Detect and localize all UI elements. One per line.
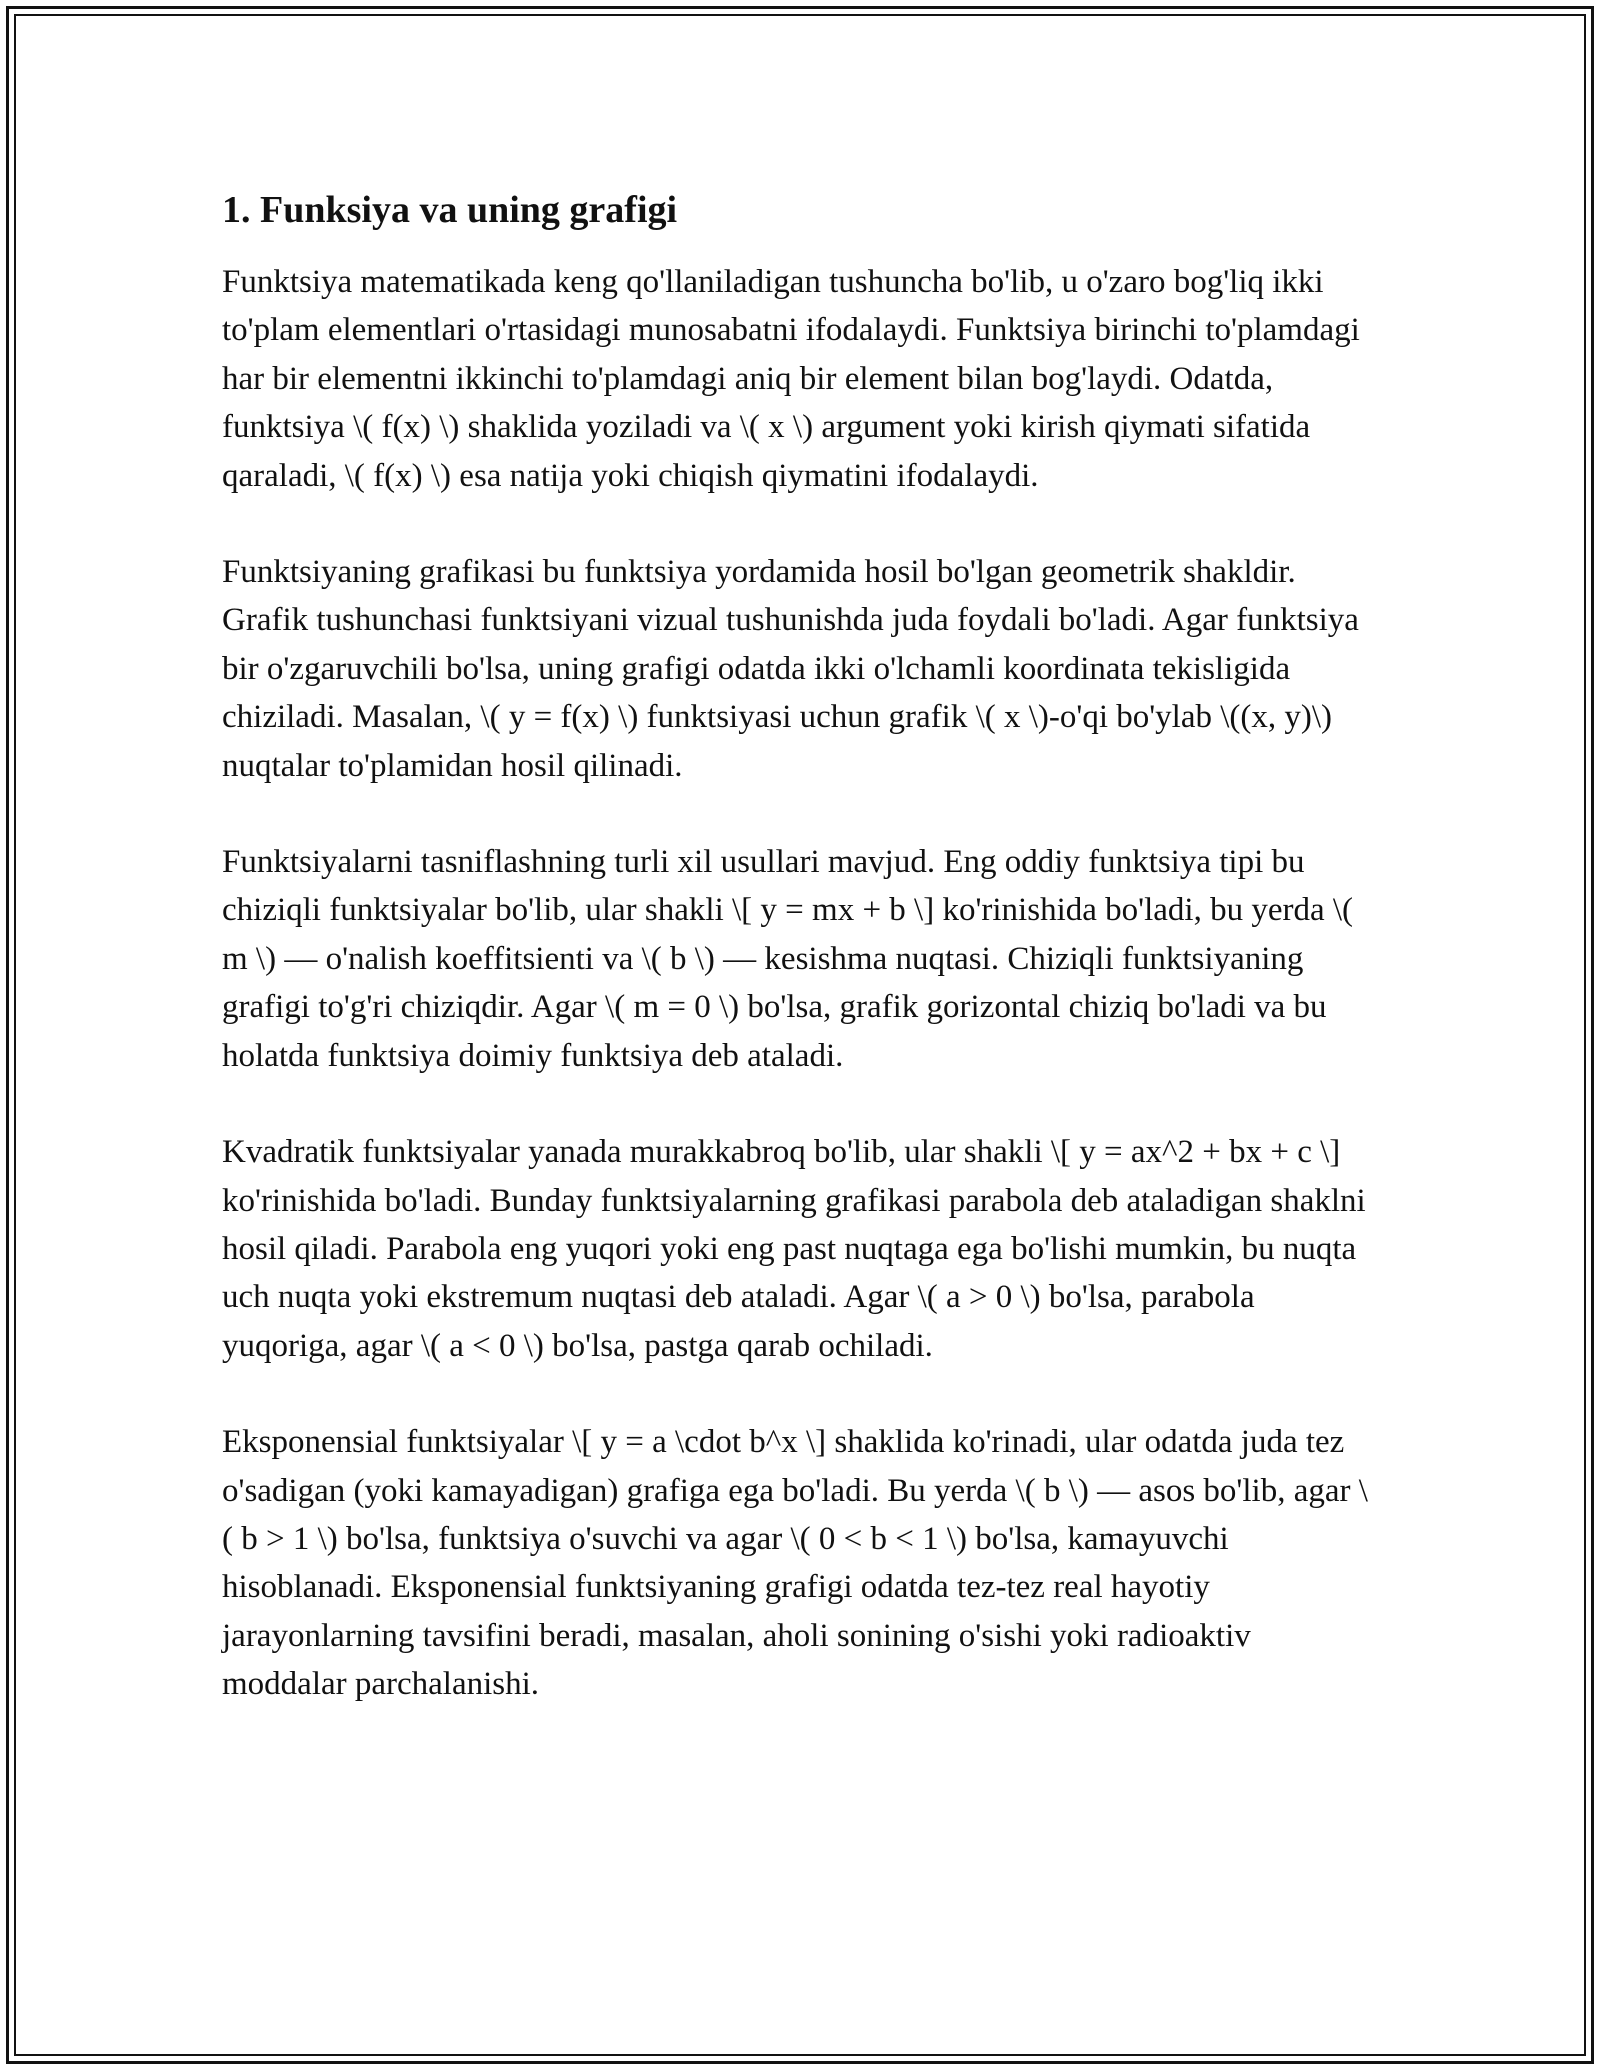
paragraph-exponential: Eksponensial funktsiyalar \[ y = a \cdot b^x \] shaklida ko'rinadi, ular odatda juda tez o'sadigan (yoki kamayadigan) grafiga ega bo'ladi. Bu yerda \( b \) — asos bo'lib, agar \( b > 1 \) bo'lsa, funktsiya o'suvchi va agar \( 0 < b < 1 \) bo'lsa, kamayuvchi hisoblanadi. Eksponensial funktsiyaning grafigi odatda tez-tez real hayotiy jarayonlarning tavsifini beradi, masalan, aholi sonining o'sishi yoki radioaktiv moddalar parchalanishi. <box>222 1424 1368 1703</box>
section-title: 1. Funksiya va uning grafigi <box>222 189 678 231</box>
paragraph-quadratic: Kvadratik funktsiyalar yanada murakkabroq bo'lib, ular shakli \[ y = ax^2 + bx + c \] ko'rinishida bo'ladi. Bunday funktsiyalarning grafikasi parabola deb ataladigan shaklni hosil qiladi. Parabola eng yuqori yoki eng past nuqtaga ega bo'lishi mumkin, bu nuqta uch nuqta yoki ekstremum nuqtasi deb ataladi. Agar \( a > 0 \) bo'lsa, parabola yuqoriga, agar \( a < 0 \) bo'lsa, pastga qarab ochiladi. <box>222 1134 1366 1364</box>
paragraph-definition: Funktsiya matematikada keng qo'llaniladigan tushuncha bo'lib, u o'zaro bog'liq ikki to'plam elementlari o'rtasidagi munosabatni ifodalaydi. Funktsiya birinchi to'plamdagi har bir elementni ikkinchi to'plamdagi aniq bir element bilan bog'laydi. Odatda, funktsiya \( f(x) \) shaklida yoziladi va \( x \) argument yoki kirish qiymati sifatida qaraladi, \( f(x) \) esa natija yoki chiqish qiymatini ifodalaydi. <box>222 264 1360 494</box>
paragraph-graph: Funktsiyaning grafikasi bu funktsiya yordamida hosil bo'lgan geometrik shakldir. Grafik tushunchasi funktsiyani vizual tushunishda juda foydali bo'ladi. Agar funktsiya bir o'zgaruvchili bo'lsa, uning grafigi odatda ikki o'lchamli koordinata tekisligida chiziladi. Masalan, \( y = f(x) \) funktsiyasi uchun grafik \( x \)-o'qi bo'ylab \((x, y)\) nuqtalar to'plamidan hosil qilinadi. <box>222 554 1359 784</box>
paragraph-linear: Funktsiyalarni tasniflashning turli xil usullari mavjud. Eng oddiy funktsiya tipi bu chiziqli funktsiyalar bo'lib, ular shakli \[ y = mx + b \] ko'rinishida bo'ladi, bu yerda \( m \) — o'nalish koeffitsienti va \( b \) — kesishma nuqtasi. Chiziqli funktsiyaning grafigi to'g'ri chiziqdir. Agar \( m = 0 \) bo'lsa, grafik gorizontal chiziq bo'ladi va bu holatda funktsiya doimiy funktsiya deb ataladi. <box>222 844 1354 1074</box>
document-body <box>222 184 1372 1757</box>
